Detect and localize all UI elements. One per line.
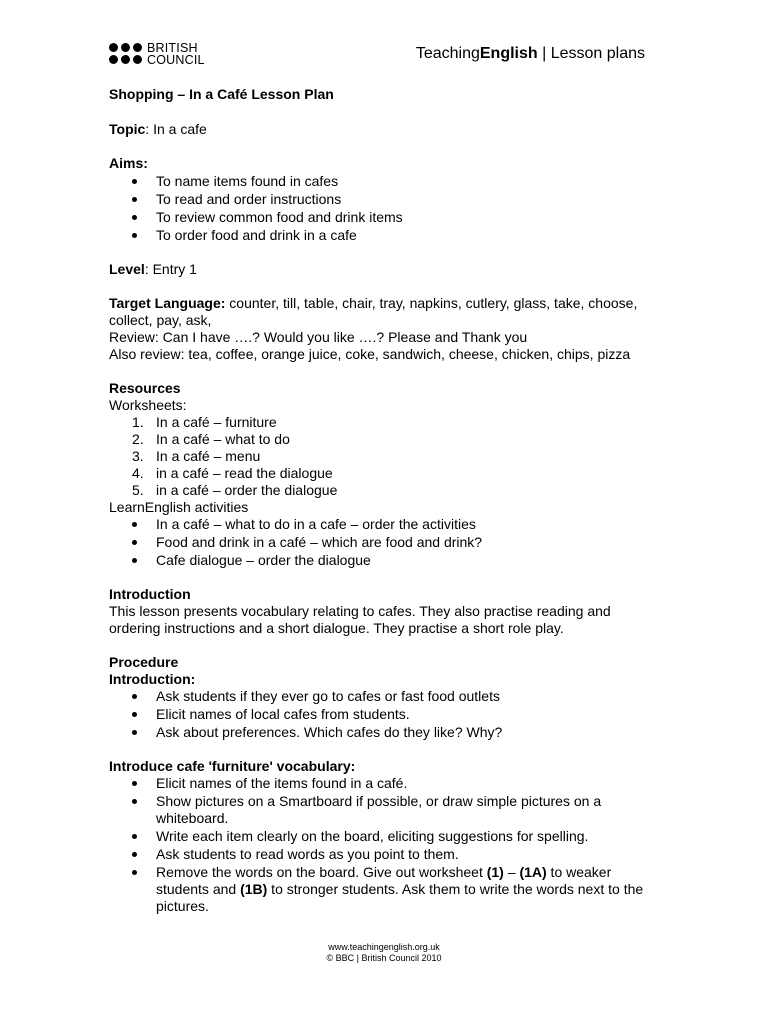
topic-line: Topic: In a cafe	[109, 121, 207, 137]
introduction-heading: Introduction	[109, 586, 191, 602]
procedure-intro-heading: Introduction:	[109, 671, 196, 687]
level-line: Level: Entry 1	[109, 261, 197, 277]
worksheets-label: Worksheets:	[109, 397, 187, 413]
introduction-text: This lesson presents vocabulary relating to cafes. They also practise reading and ordering instructions and a short dialogue. They practise a short role play.	[109, 603, 611, 636]
list-item: 4. in a café – read the dialogue	[132, 465, 333, 481]
list-item: In a café – what to do in a cafe – order the activities	[109, 516, 654, 533]
list-item: Ask students if they ever go to cafes or fast food outlets	[109, 688, 654, 705]
logo-line2: COUNCIL	[147, 53, 205, 67]
page-header	[109, 40, 649, 74]
list-item: Write each item clearly on the board, eliciting suggestions for spelling.	[109, 828, 654, 845]
list-item: 1. In a café – furniture	[132, 414, 277, 430]
resources-heading: Resources	[109, 380, 181, 396]
list-item: To review common food and drink items	[109, 209, 654, 226]
list-item: To name items found in cafes	[109, 173, 654, 190]
list-item: Elicit names of the items found in a café.	[109, 775, 654, 792]
list-item: Show pictures on a Smartboard if possible, or draw simple pictures on a whiteboard.	[109, 793, 654, 827]
footer-copyright: © BBC | British Council 2010	[326, 953, 442, 963]
list-item: 2. In a café – what to do	[132, 431, 290, 447]
target-language: Target Language: counter, till, table, chair, tray, napkins, cutlery, glass, take, choose, collect, pay, ask,	[109, 295, 638, 328]
furniture-list	[109, 775, 654, 915]
worksheets-list	[109, 414, 654, 499]
document-body	[109, 86, 654, 915]
learnenglish-label: LearnEnglish activities	[109, 499, 249, 515]
list-item: To order food and drink in a cafe	[109, 227, 654, 244]
british-council-logo	[109, 42, 205, 66]
list-item: Remove the words on the board. Give out worksheet (1) – (1A) to weaker students and (1B) to stronger students. Ask them to write the words next to the pictures.	[109, 864, 654, 915]
procedure-heading: Procedure	[109, 654, 179, 670]
list-item: Cafe dialogue – order the dialogue	[109, 552, 654, 569]
page-footer	[0, 942, 768, 964]
procedure-intro-list	[109, 688, 654, 741]
aims-heading: Aims:	[109, 155, 148, 171]
activities-list	[109, 516, 654, 569]
list-item: Ask students to read words as you point to them.	[109, 846, 654, 863]
teachingenglish-brand: TeachingEnglish | Lesson plans	[415, 45, 645, 62]
list-item: 5. in a café – order the dialogue	[132, 482, 338, 498]
list-item: Elicit names of local cafes from students.	[109, 706, 654, 723]
list-item: Ask about preferences. Which cafes do they like? Why?	[109, 724, 654, 741]
page-title: Shopping – In a Café Lesson Plan	[109, 86, 334, 102]
footer-url: www.teachingenglish.org.uk	[328, 942, 440, 952]
aims-list	[109, 173, 654, 244]
logo-line1: BRITISH	[147, 41, 198, 55]
furniture-heading: Introduce cafe 'furniture' vocabulary:	[109, 758, 356, 774]
list-item: Food and drink in a café – which are food and drink?	[109, 534, 654, 551]
also-review-line: Also review: tea, coffee, orange juice, coke, sandwich, cheese, chicken, chips, pizza	[109, 346, 631, 362]
list-item: To read and order instructions	[109, 191, 654, 208]
review-line: Review: Can I have ….? Would you like ….? Please and Thank you	[109, 329, 528, 345]
list-item: 3. In a café – menu	[132, 448, 261, 464]
logo-dots-icon	[109, 43, 143, 65]
